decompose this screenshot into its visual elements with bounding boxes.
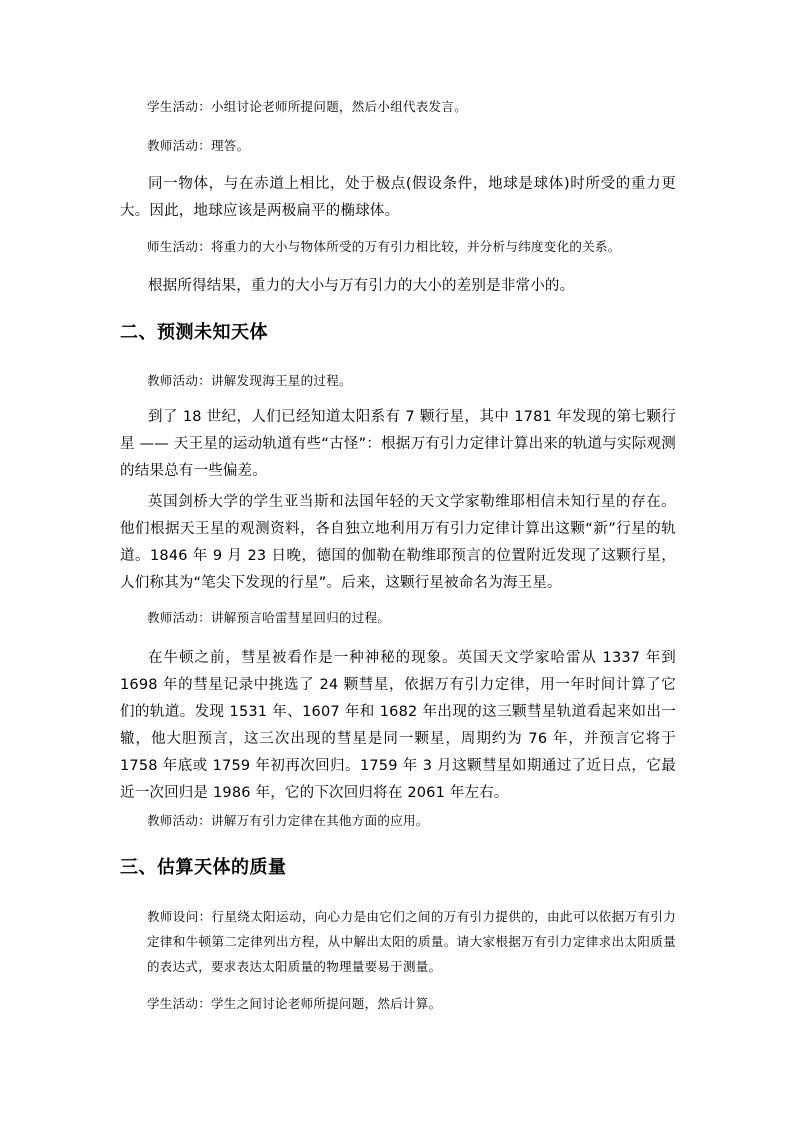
- section-heading-3: 三、估算天体的质量: [120, 857, 287, 878]
- teacher-activity-note-2: 教师活动：讲解发现海王星的过程。: [147, 373, 352, 388]
- paragraph-uranus: 到了 18 世纪，人们已经知道太阳系有 7 颗行星，其中 1781 年发现的第七颗行星 —— 天王星的运动轨道有些“古怪”：根据万有引力定律计算出来的轨道与实际观测的结果总有一些偏差。: [120, 409, 676, 479]
- section-heading-2: 二、预测未知天体: [120, 322, 268, 343]
- paragraph-neptune: 英国剑桥大学的学生亚当斯和法国年轻的天文学家勒维耶相信未知行星的存在。他们根据天王星的观测资料，各自独立地利用万有引力定律计算出这颗“新”行星的轨道。1846 年 9 月 23 日晚，德国的伽勒在勒维耶预言的位置附近发现了这颗行星，人们称其为“笔尖下发现的行星”。后来，这颗行星被命名为海王星。: [120, 494, 676, 591]
- paragraph-gravity-result: 根据所得结果，重力的大小与万有引力的大小的差别是非常小的。: [148, 278, 575, 294]
- teacher-activity-note-3: 教师活动：讲解预言哈雷彗星回归的过程。: [147, 610, 391, 625]
- paragraph-gravity-poles: 同一物体，与在赤道上相比，处于极点(假设条件，地球是球体)时所受的重力更大。因此，地球应该是两极扁平的椭球体。: [120, 176, 676, 219]
- student-activity-note-2: 学生活动：学生之间讨论老师所提问题，然后计算。: [147, 996, 442, 1011]
- paragraph-halley-comet: 在牛顿之前，彗星被看作是一种神秘的现象。英国天文学家哈雷从 1337 年到 1698 年的彗星记录中挑选了 24 颗彗星，依据万有引力定律，用一年时间计算了它们的轨道。发现 1531 年、1607 年和 1682 年出现的这三颗彗星轨道看起来如出一辙，他大胆预言，这三次出现的彗星是同一颗星，周期约为 76 年，并预言它将于 1758 年底或 1759 年初再次回归。1759 年 3 月这颗彗星如期通过了近日点，它最近一次回归是 1986 年，它的下次回归将在 2061 年左右。: [120, 650, 676, 801]
- student-activity-note-1: 学生活动：小组讨论老师所提问题，然后小组代表发言。: [147, 99, 468, 114]
- teacher-student-activity-note: 师生活动：将重力的大小与物体所受的万有引力相比较，并分析与纬度变化的关系。: [147, 239, 621, 254]
- teacher-activity-note-1: 教师活动：理答。: [147, 138, 250, 153]
- teacher-activity-note-4: 教师活动：讲解万有引力定律在其他方面的应用。: [147, 813, 429, 828]
- teacher-question-note: 教师设问：行星绕太阳运动，向心力是由它们之间的万有引力提供的，由此可以依据万有引力定律和牛顿第二定律列出方程，从中解出太阳的质量。请大家根据万有引力定律求出太阳质量的表达式，要求表达太阳质量的物理量要易于测量。: [147, 909, 676, 974]
